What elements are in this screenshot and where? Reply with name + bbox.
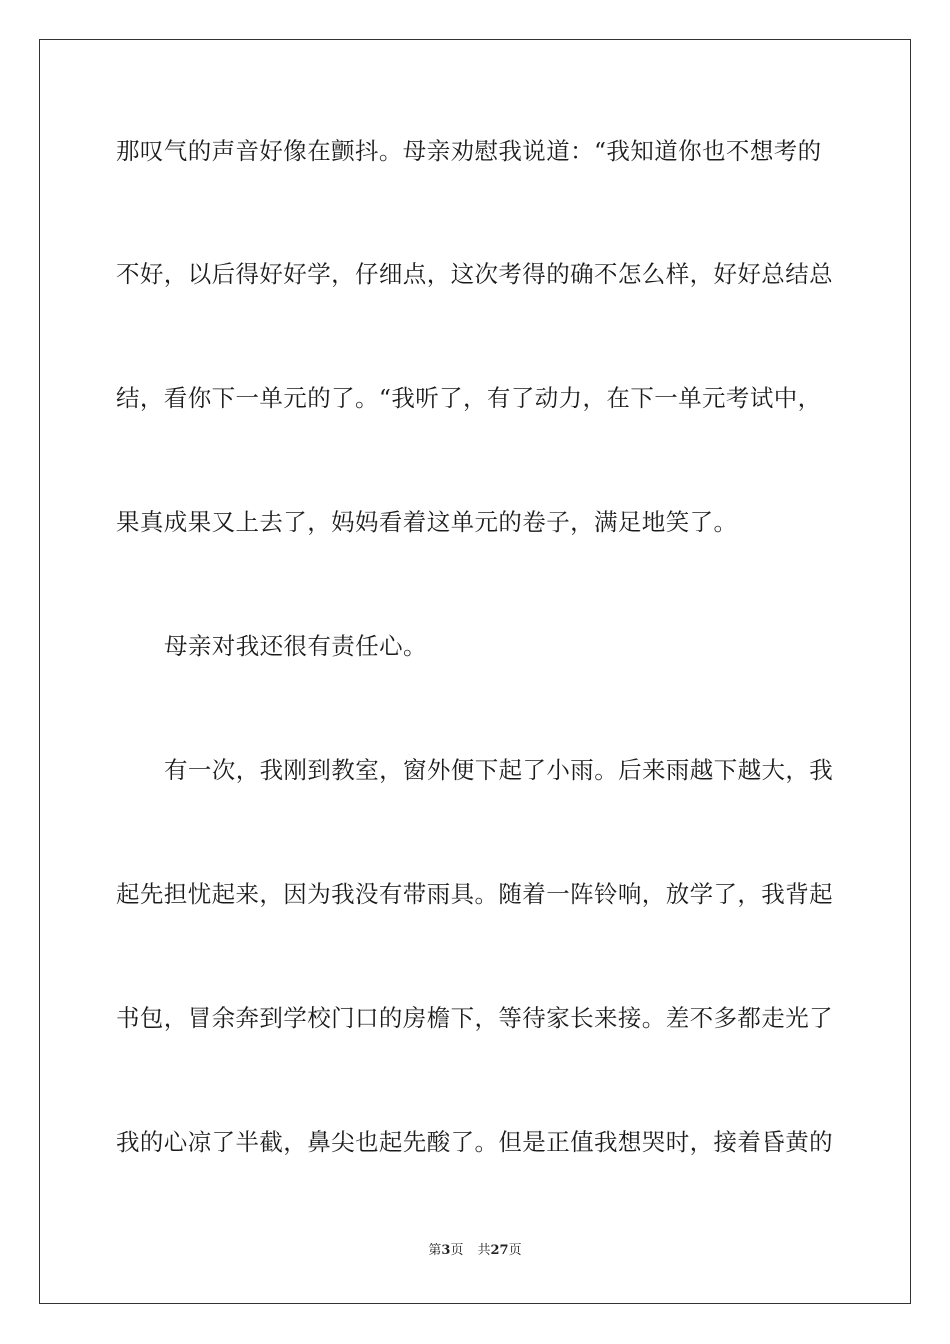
body-text-line-8: 书包，冒余奔到学校门口的房檐下，等待家长来接。差不多都走光了 xyxy=(116,1004,833,1032)
footer-total-prefix: 共 xyxy=(477,1243,491,1258)
body-text-line-9: 我的心凉了半截，鼻尖也起先酸了。但是正值我想哭时，接着昏黄的 xyxy=(116,1128,833,1156)
body-text-line-4: 果真成果又上去了，妈妈看着这单元的卷子，满足地笑了。 xyxy=(116,508,738,536)
page-border xyxy=(39,39,911,1304)
footer-page-suffix: 页 xyxy=(450,1243,464,1258)
body-text-line-7: 起先担忧起来，因为我没有带雨具。随着一阵铃响，放学了，我背起 xyxy=(116,880,833,908)
footer-total-pages: 27 xyxy=(490,1243,509,1258)
body-text-line-2: 不好，以后得好好学，仔细点，这次考得的确不怎么样，好好总结总 xyxy=(116,260,833,288)
body-text-line-1: 那叹气的声音好像在颤抖。母亲劝慰我说道：“我知道你也不想考的 xyxy=(116,137,822,165)
body-text-line-5: 母亲对我还很有责任心。 xyxy=(164,632,427,660)
footer-total-suffix: 页 xyxy=(508,1243,522,1258)
footer-page-number: 3 xyxy=(441,1243,451,1258)
body-text-line-3: 结，看你下一单元的了。“我听了，有了动力，在下一单元考试中， xyxy=(116,384,822,412)
body-text-line-6: 有一次，我刚到教室，窗外便下起了小雨。后来雨越下越大，我 xyxy=(164,756,834,784)
footer-page-prefix: 第 xyxy=(428,1243,442,1258)
page-footer xyxy=(0,1242,950,1260)
